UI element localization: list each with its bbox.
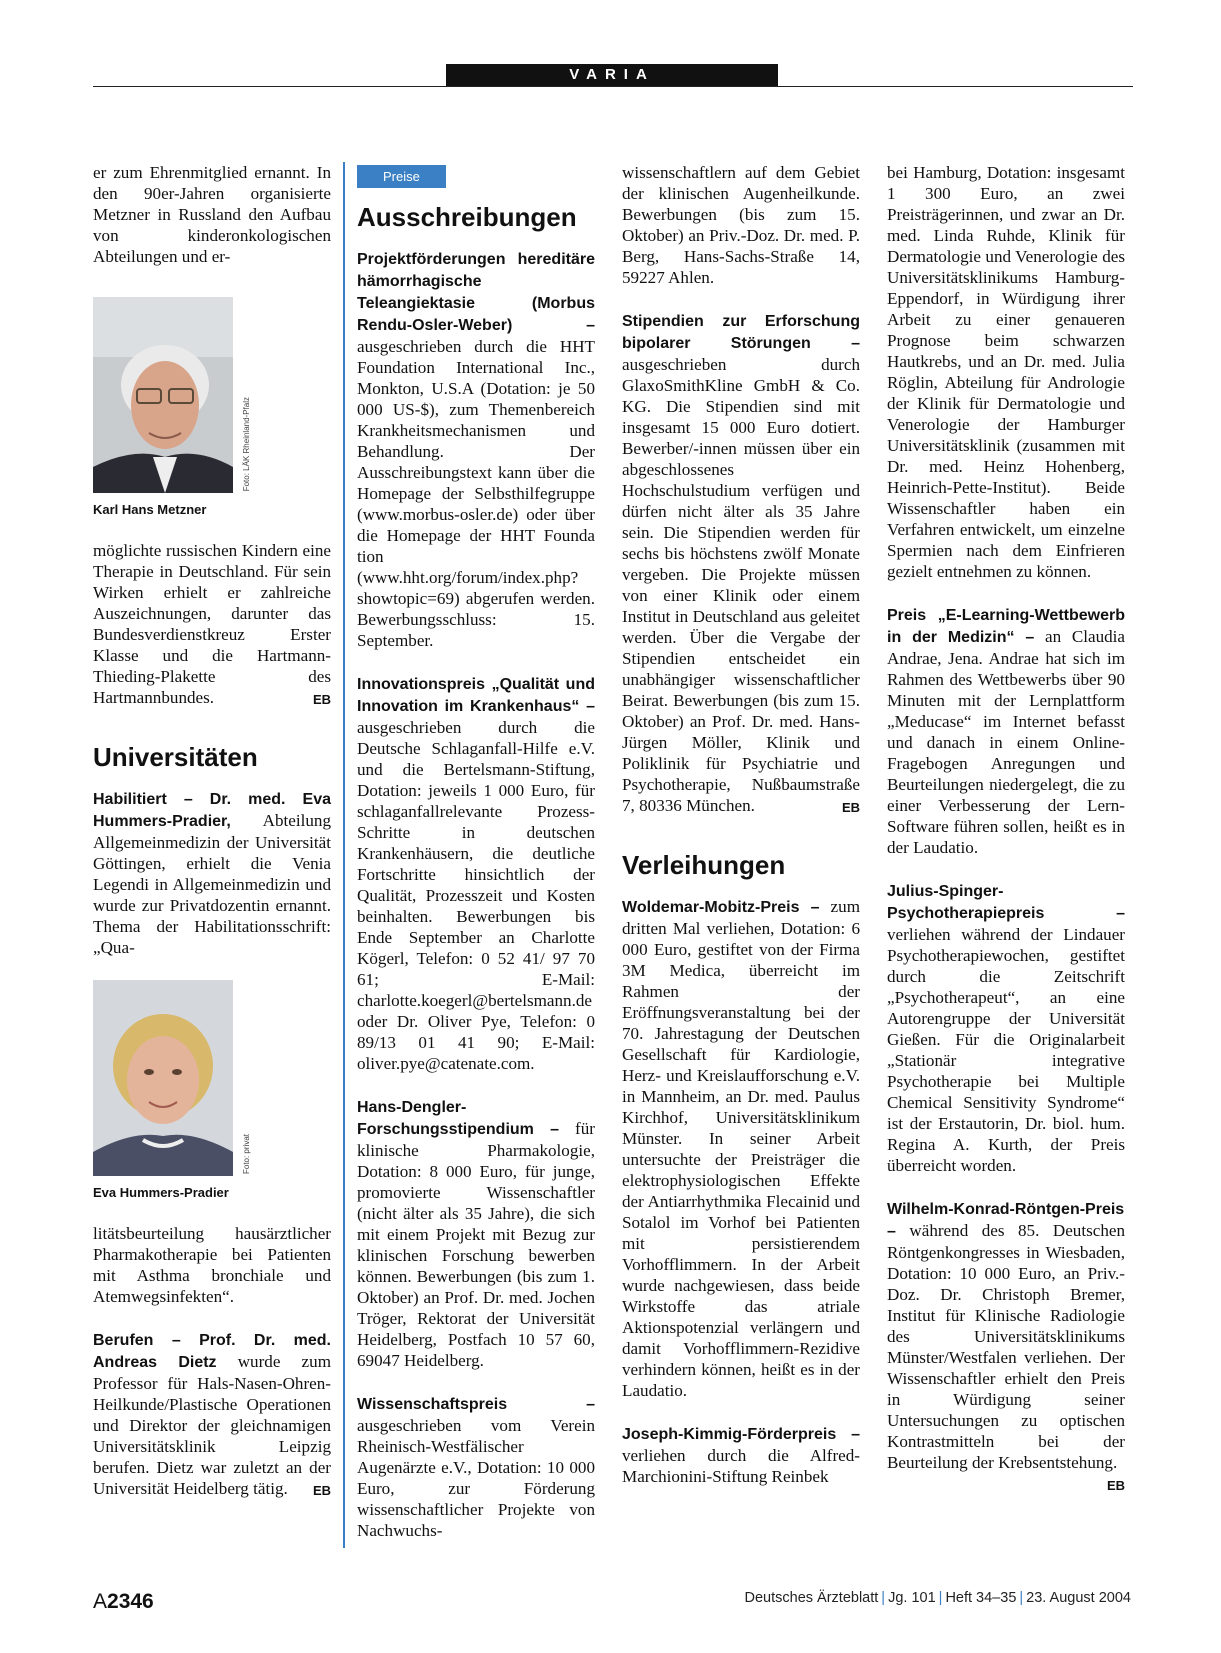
portrait-hummers-pradier <box>93 980 251 1176</box>
section-heading-verleihungen: Verleihungen <box>622 850 786 880</box>
photo-caption: Karl Hans Metzner <box>93 502 207 517</box>
column-4 <box>887 162 1125 1496</box>
paragraph: wissenschaftlern auf dem Gebiet der klinischen Augenheilkunde. Bewerbungen (bis zum 15. Oktober) an Priv.-Doz. Dr. med. P. Berg, Hans-Sachs-Straße 14, 59227 Ahlen. <box>622 163 860 287</box>
column-2 <box>357 162 595 1541</box>
paragraph: Habilitiert – Dr. med. Eva Hummers-Pradier, Abteilung Allgemeinmedizin der Universität Göttingen, erhielt die Venia Legendi in Allgemeinmedizin und wurde zur Privatdozentin ernannt. Thema der Habilitationsschrift: „Qua- <box>93 791 331 957</box>
header-rule <box>93 86 1133 87</box>
author-signature: EB <box>841 800 860 815</box>
paragraph: Joseph-Kimmig-Förderpreis – verliehen durch die Alfred-Marchionini-Stiftung Reinbek <box>622 1426 860 1486</box>
paragraph: Wilhelm-Konrad-Röntgen-Preis – während des 85. Deutschen Röntgenkongresses in Wiesbaden, Dotation: 10 000 Euro, an Priv.-Doz. Dr. Christoph Bremer, Institut für Klinische Radiologie des Universitätsklinikums Münster/Westfalen verliehen. Der Wissenschaftler erhielt den Preis in Würdigung seiner Untersuchungen zu optischen Kontrastmitteln bei der Beurteilung der Krebsentstehung. EB <box>887 1198 1125 1473</box>
paragraph: Wissenschaftspreis – ausgeschrieben vom Verein Rheinisch-Westfälischer Augenärzte e.V., Dotation: 10 000 Euro, zur Förderung wissenschaftlicher Projekte von Nachwuchs- <box>357 1396 595 1540</box>
journal-name: Deutsches Ärzteblatt <box>744 1590 879 1606</box>
paragraph: Berufen – Prof. Dr. med. Andreas Dietz wurde zum Professor für Hals-Nasen-Ohren-Heilkunde/Plastische Operationen und Direktor der gleichnamigen Universitätsklinik Leipzig berufen. Dietz war zuletzt an der Universität Heidelberg tätig. EB <box>93 1329 331 1499</box>
column-1 <box>93 162 331 1501</box>
portrait-metzner <box>93 297 251 493</box>
journal-info: Deutsches Ärzteblatt | Jg. 101 | Heft 34–35 | 23. August 2004 <box>744 1590 1131 1606</box>
paragraph: Preis „E-Learning-Wettbewerb in der Medizin“ – an Claudia Andrae, Jena. Andrae hat sich im Rahmen des Wettbewerbs über 90 Minuten mit der Lernplattform „Meducase“ im Internet befasst und danach in einem Online-Fragebogen Anregungen und Beurteilungen niedergelegt, die zu einer Verbesserung der Lern-Software führen sollen, heißt es in der Laudatio. <box>887 607 1125 857</box>
photo-credit: Foto: LÄK Rheinland-Pfalz <box>242 396 251 491</box>
author-signature: EB <box>1106 1478 1125 1493</box>
page-number: A2346 <box>93 1590 154 1613</box>
column-3 <box>622 162 860 1487</box>
section-heading-universitaeten: Universitäten <box>93 742 258 772</box>
journal-issue: Heft 34–35 <box>945 1590 1017 1606</box>
author-signature: EB <box>312 692 331 707</box>
section-heading-ausschreibungen: Ausschreibungen <box>357 202 577 232</box>
paragraph: Projektförderungen hereditäre hämorrhagische Teleangiektasie (Morbus Rendu-Osler-Weber) – ausgeschrieben durch die HHT Foundation International Inc., Monkton, U.S.A (Dotation: je 50 000 US-$), zum Themenbereich Krankheitsmechanismen und Behandlung. Der Ausschreibungstext kann über die Homepage der Selbsthilfegruppe (www.morbus-osler.de) oder über die Homepage der HHT Founda tion (www.hht.org/forum/index.php?showtopic=69) abgerufen werden. Bewerbungsschluss: 15. September. <box>357 251 595 650</box>
paragraph: möglichte russischen Kindern eine Therapie in Deutschland. Für sein Wirken erhielt er zahlreiche Auszeichnungen, darunter das Bundesverdienstkreuz Erster Klasse und die Hartmann-Thieding-Plakette des Hartmannbundes. EB <box>93 540 331 708</box>
journal-date: 23. August 2004 <box>1026 1590 1131 1606</box>
photo-caption: Eva Hummers-Pradier <box>93 1185 229 1200</box>
author-signature: EB <box>312 1483 331 1498</box>
photo-credit: Foto: privat <box>242 1133 251 1174</box>
paragraph: litätsbeurteilung hausärztlicher Pharmakotherapie bei Patienten mit Asthma bronchiale und Atemwegsinfekten“. <box>93 1224 331 1306</box>
journal-volume: Jg. 101 <box>888 1590 936 1606</box>
section-header: VARIA <box>446 64 778 86</box>
paragraph: Woldemar-Mobitz-Preis – zum dritten Mal verliehen, Dotation: 6 000 Euro, gestiftet von der Firma 3M Medica, überreicht im Rahmen der Eröffnungsveranstaltung bei der 70. Jahrestagung der Deutschen Gesellschaft für Kardiologie, Herz- und Kreislaufforschung e.V. in Mannheim, an Dr. med. Paulus Kirchhof, Universitätsklinikum Münster. In seiner Arbeit untersuchte der Preisträger die elektrophysiologischen Effekte der Antiarrhythmika Flecainid und Sotalol im Vorhof bei Patienten mit persistierendem Vorhofflimmern. In der Arbeit wurde nachgewiesen, dass beide Wirkstoffe das atriale Aktionspotenzial verlängern und damit Vorhofflimmern-Rezidive verhindern können, heißt es in der Laudatio. <box>622 897 860 1400</box>
paragraph: Stipendien zur Erforschung bipolarer Störungen – ausgeschrieben durch GlaxoSmithKline GmbH & Co. KG. Die Stipendien sind mit insgesamt 15 000 Euro dotiert. Bewerber/-innen müssen über ein abgeschlossenes Hochschulstudium verfügen und dürfen nicht älter als 35 Jahre sein. Die Stipendien werden für sechs bis höchstens zwölf Monate vergeben. Die Projekte müssen von einer Klinik oder einem Institut in Deutschland aus geleitet werden. Über die Vergabe der Stipendien entscheidet ein unabhängiger wissenschaftlicher Beirat. Bewerbungen (bis zum 15. Oktober) an Prof. Dr. med. Hans-Jürgen Möller, Klinik und Poliklinik für Psychiatrie und Psychotherapie, Nußbaumstraße 7, 80336 München. EB <box>622 310 860 816</box>
column-divider <box>343 162 345 1548</box>
paragraph: Julius-Spinger-Psychotherapiepreis – verliehen während der Lindauer Psychotherapiewochen, gestiftet durch die Zeitschrift „Psychotherapeut“, an eine Autorengruppe der Universität Gießen. Für die Originalarbeit „Stationär integrative Psychotherapie bei Multiple Chemical Sensitivity Syndrome“ ist der Erstautorin, Dr. biol. hum. Regina A. Kurth, der Preis überreicht worden. <box>887 883 1125 1175</box>
paragraph: bei Hamburg, Dotation: insgesamt 1 300 Euro, an zwei Preisträgerinnen, und zwar an Dr. med. Linda Ruhde, Klinik für Dermatologie und Venerologie des Universitätsklinikums Hamburg-Eppendorf, in Würdigung ihrer Arbeit zu einer genaueren Prognose beim schwarzen Hautkrebs, und an Dr. med. Julia Röglin, Abteilung für Andrologie der Klinik für Dermatologie und Venerologie der Hamburger Universitätsklinik (zusammen mit Dr. med. Heinz Hohenberg, Heinrich-Pette-Institut). Beide Wissenschaftler haben ein Verfahren entwickelt, um einzelne Spermien nach dem Einfrieren gezielt entnehmen zu können. <box>887 163 1125 581</box>
paragraph: er zum Ehrenmitglied ernannt. In den 90er-Jahren organisierte Metzner in Russland den Aufbau von kinderonkologischen Abteilungen und er- <box>93 163 331 266</box>
paragraph: Hans-Dengler-Forschungsstipendium – für klinische Pharmakologie, Dotation: 8 000 Euro, für junge, promovierte Wissenschaftler (nicht älter als 35 Jahre), die sich mit einem Projekt mit Bezug zur klinischen Forschung bewerben können. Bewerbungen (bis zum 1. Oktober) an Prof. Dr. med. Jochen Tröger, Rektorat der Universität Heidelberg, Postfach 10 57 60, 69047 Heidelberg. <box>357 1099 595 1370</box>
category-tag: Preise <box>357 165 446 188</box>
paragraph: Innovationspreis „Qualität und Innovation im Krankenhaus“ – ausgeschrieben durch die Deutsche Schlaganfall-Hilfe e.V. und die Bertelsmann-Stiftung, Dotation: jeweils 1 000 Euro, für schlaganfallrelevante Prozess-Schritte in deutschen Krankenhäusern, die deutliche Fortschritte hinsichtlich der Qualität, Prozesszeit und Kosten beinhalten. Bewerbungen bis Ende September an Charlotte Kögerl, Telefon: 0 52 41/ 97 70 61; E-Mail: charlotte.koegerl@bertelsmann.de oder Dr. Oliver Pye, Telefon: 0 89/13 01 41 90; E-Mail: oliver.pye@catenate.com. <box>357 676 595 1073</box>
